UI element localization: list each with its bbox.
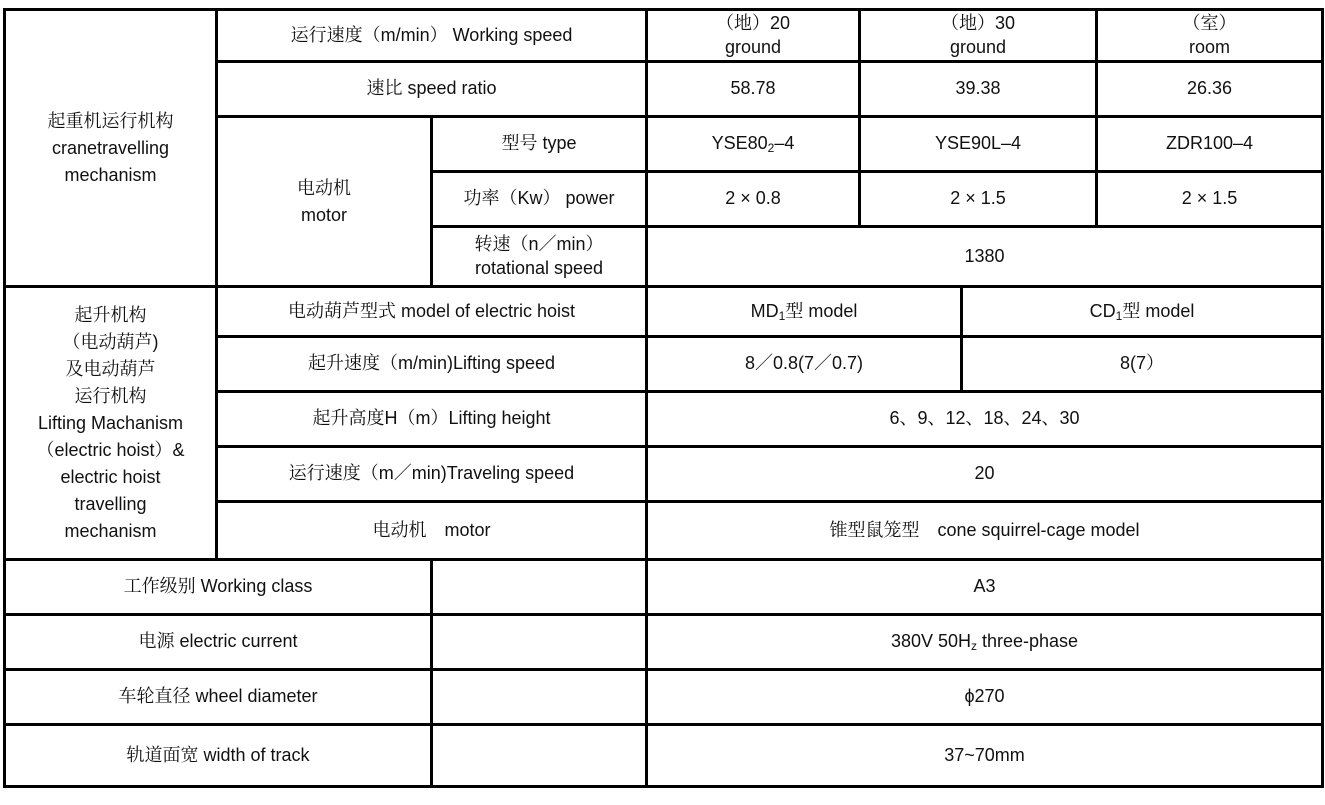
value-motor-type-2: YSE90L–4: [860, 117, 1097, 172]
subscript: 2: [767, 141, 775, 156]
label-speed-ratio: 速比 speed ratio: [217, 62, 647, 117]
group-lifting-line-1: 起升机构: [74, 304, 147, 325]
subscript: 1: [1115, 308, 1123, 323]
value-traveling-speed: 20: [647, 447, 1323, 502]
value-track-width: 37~70mm: [647, 725, 1323, 787]
group-crane-line-3: mechanism: [64, 164, 157, 185]
label-working-speed: 运行速度（m/min） Working speed: [217, 10, 647, 62]
label-hoist-model: 电动葫芦型式 model of electric hoist: [217, 287, 647, 337]
label-electric-current: 电源 electric current: [5, 615, 432, 670]
value-working-speed-ground-20: [647, 10, 860, 62]
cell-working-class-spacer: [432, 560, 647, 615]
value-lifting-height: 6、9、12、18、24、30: [647, 392, 1323, 447]
value-speed-ratio-3: 26.36: [1097, 62, 1323, 117]
group-crane-line-2: cranetravelling: [51, 137, 170, 158]
label-lifting-height: 起升高度H（m）Lifting height: [217, 392, 647, 447]
value-hoist-model-cd: $CD_1$型 model: [962, 287, 1323, 337]
group-lifting-line-4: 运行机构: [74, 385, 147, 406]
row-electric-current: [5, 615, 1323, 670]
value-lifting-speed-cd: 8(7）: [962, 337, 1323, 392]
row-working-speed: [5, 10, 1323, 62]
label-motor-type: 型号 type: [432, 117, 647, 172]
group-motor: [217, 117, 432, 287]
value-rotational-speed: 1380: [647, 227, 1323, 287]
group-lifting-line-8: travelling: [74, 493, 147, 514]
value-speed-ratio-1: 58.78: [647, 62, 860, 117]
group-motor-line-1: 电动机: [297, 177, 351, 198]
label-track-width: 轨道面宽 width of track: [5, 725, 432, 787]
value-hoist-motor: 锥型鼠笼型 cone squirrel-cage model: [647, 502, 1323, 560]
value-working-speed-room: [1097, 10, 1323, 62]
value-working-class: A3: [647, 560, 1323, 615]
value-wheel-diameter: ϕ270: [647, 670, 1323, 725]
cell-track-width-spacer: [432, 725, 647, 787]
value-working-speed-ground-30-bottom: ground: [949, 36, 1007, 57]
label-rotational-speed-line-2: rotational speed: [474, 257, 604, 278]
value-motor-power-2: 2 × 1.5: [860, 172, 1097, 227]
value-motor-power-1: 2 × 0.8: [647, 172, 860, 227]
value-working-speed-room-top: （室）: [1182, 13, 1237, 34]
value-working-speed-room-bottom: room: [1189, 36, 1231, 57]
group-lifting-line-3: 及电动葫芦: [65, 358, 156, 379]
subscript: z: [971, 639, 977, 654]
value-working-speed-ground-20-top: （地）20: [716, 13, 791, 34]
row-track-width: [5, 725, 1323, 787]
label-rotational-speed: [432, 227, 647, 287]
group-lifting-line-6: （electric hoist）&: [36, 439, 185, 460]
group-crane-line-1: 起重机运行机构: [47, 110, 174, 131]
label-hoist-motor: 电动机 motor: [217, 502, 647, 560]
value-working-speed-ground-30-top: （地）30: [941, 13, 1016, 34]
cell-wheel-diameter-spacer: [432, 670, 647, 725]
label-wheel-diameter: 车轮直径 wheel diameter: [5, 670, 432, 725]
group-lifting-line-9: mechanism: [64, 520, 157, 541]
row-hoist-model: [5, 287, 1323, 337]
value-motor-power-3: 2 × 1.5: [1097, 172, 1323, 227]
value-electric-current: 380V $50H_z$ three-phase: [647, 615, 1323, 670]
label-traveling-speed: 运行速度（m／min)Traveling speed: [217, 447, 647, 502]
subscript: 1: [778, 308, 786, 323]
spec-table: [3, 8, 1324, 788]
group-lifting-mechanism: [5, 287, 217, 560]
label-motor-power: 功率（Kw） power: [432, 172, 647, 227]
label-rotational-speed-line-1: 转速（n／min）: [474, 234, 604, 255]
value-motor-type-1: $YSE80_2-4$: [647, 117, 860, 172]
label-working-class: 工作级别 Working class: [5, 560, 432, 615]
value-lifting-speed-md: 8／0.8(7／0.7): [647, 337, 962, 392]
group-lifting-line-7: electric hoist: [60, 466, 161, 487]
value-motor-type-3: ZDR100–4: [1097, 117, 1323, 172]
label-lifting-speed: 起升速度（m/min)Lifting speed: [217, 337, 647, 392]
value-working-speed-ground-20-bottom: ground: [724, 36, 782, 57]
value-speed-ratio-2: 39.38: [860, 62, 1097, 117]
row-working-class: [5, 560, 1323, 615]
group-lifting-line-2: （电动葫芦): [62, 331, 159, 352]
value-working-speed-ground-30: [860, 10, 1097, 62]
cell-electric-current-spacer: [432, 615, 647, 670]
group-motor-line-2: motor: [300, 204, 347, 225]
group-lifting-line-5: Lifting Machanism: [37, 412, 184, 433]
value-hoist-model-md: $MD_1$型 model: [647, 287, 962, 337]
group-crane-travelling-mechanism: [5, 10, 217, 287]
row-wheel-diameter: [5, 670, 1323, 725]
